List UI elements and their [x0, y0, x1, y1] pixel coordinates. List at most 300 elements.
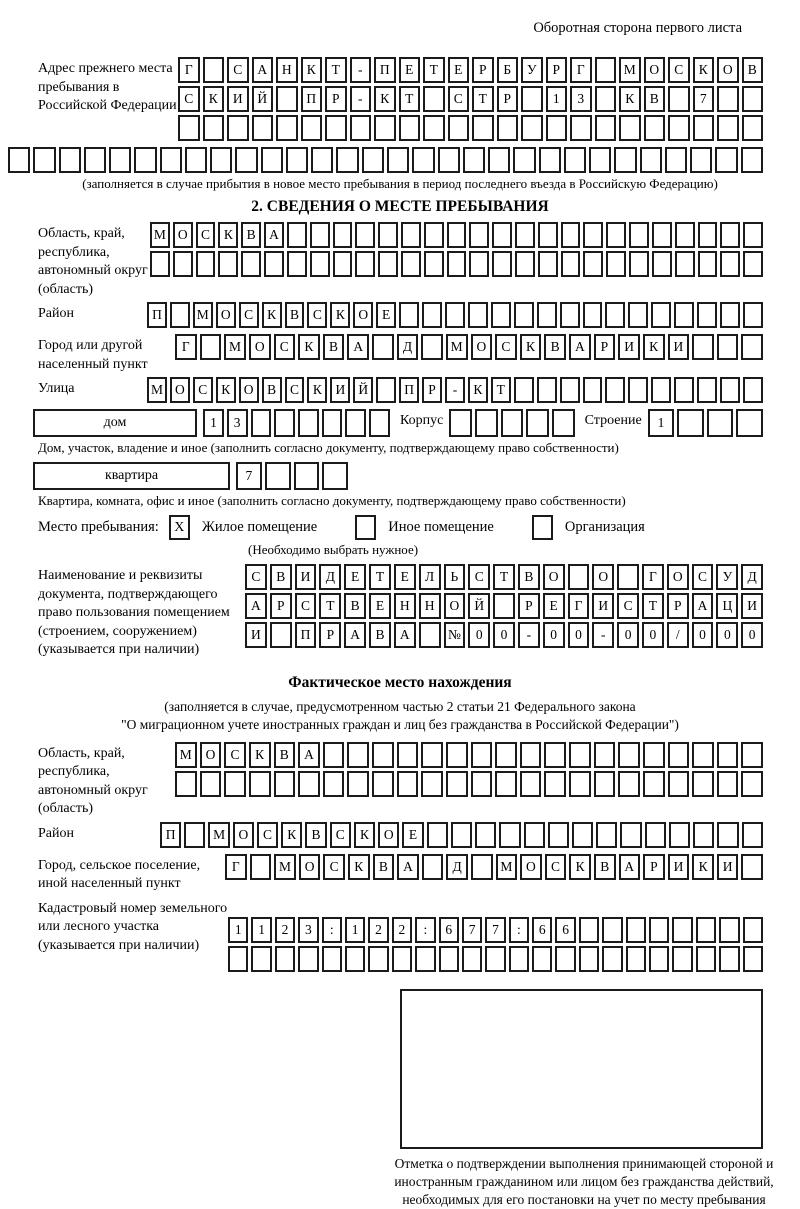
- char-box[interactable]: 3: [298, 917, 318, 943]
- char-box[interactable]: [228, 946, 248, 972]
- char-box[interactable]: 7: [236, 462, 262, 490]
- char-box[interactable]: [200, 334, 222, 360]
- char-box[interactable]: А: [264, 222, 284, 248]
- char-box[interactable]: Е: [399, 57, 421, 83]
- char-box[interactable]: [532, 946, 552, 972]
- char-box[interactable]: [696, 917, 716, 943]
- char-box[interactable]: С: [285, 377, 305, 403]
- char-box[interactable]: П: [301, 86, 323, 112]
- char-box[interactable]: О: [299, 854, 321, 880]
- char-box[interactable]: 7: [485, 917, 505, 943]
- char-box[interactable]: [401, 222, 421, 248]
- char-box[interactable]: [628, 302, 648, 328]
- char-box[interactable]: [492, 222, 512, 248]
- char-box[interactable]: П: [160, 822, 181, 848]
- char-box[interactable]: [415, 946, 435, 972]
- char-box[interactable]: А: [347, 334, 369, 360]
- char-box[interactable]: М: [208, 822, 229, 848]
- char-box[interactable]: С: [307, 302, 327, 328]
- char-box[interactable]: [448, 115, 470, 141]
- char-box[interactable]: [645, 822, 666, 848]
- char-box[interactable]: [743, 917, 763, 943]
- char-box[interactable]: [717, 822, 738, 848]
- char-box[interactable]: [471, 742, 493, 768]
- char-box[interactable]: [717, 771, 739, 797]
- char-box[interactable]: О: [644, 57, 666, 83]
- char-box[interactable]: К: [692, 854, 714, 880]
- char-box[interactable]: [33, 147, 55, 173]
- char-box[interactable]: [323, 771, 345, 797]
- char-box[interactable]: К: [348, 854, 370, 880]
- char-box[interactable]: О: [378, 822, 399, 848]
- char-box[interactable]: [424, 222, 444, 248]
- char-box[interactable]: [696, 946, 716, 972]
- char-box[interactable]: [173, 251, 193, 277]
- char-box[interactable]: В: [270, 564, 292, 590]
- char-box[interactable]: А: [298, 742, 320, 768]
- char-box[interactable]: В: [544, 334, 566, 360]
- checkbox-inoe-pomeshchenie[interactable]: [355, 515, 376, 540]
- char-box[interactable]: [526, 409, 549, 437]
- char-box[interactable]: П: [147, 302, 167, 328]
- char-box[interactable]: [347, 742, 369, 768]
- char-box[interactable]: А: [569, 334, 591, 360]
- char-box[interactable]: [446, 742, 468, 768]
- char-box[interactable]: [669, 822, 690, 848]
- char-box[interactable]: [692, 334, 714, 360]
- char-box[interactable]: С: [468, 564, 490, 590]
- char-box[interactable]: [493, 593, 515, 619]
- char-box[interactable]: О: [543, 564, 565, 590]
- char-box[interactable]: [372, 334, 394, 360]
- char-box[interactable]: [583, 302, 603, 328]
- char-box[interactable]: Т: [369, 564, 391, 590]
- char-box[interactable]: [736, 409, 763, 437]
- char-box[interactable]: [720, 302, 740, 328]
- char-box[interactable]: [697, 377, 717, 403]
- char-box[interactable]: [521, 86, 543, 112]
- char-box[interactable]: [235, 147, 257, 173]
- char-box[interactable]: [672, 946, 692, 972]
- char-box[interactable]: К: [354, 822, 375, 848]
- char-box[interactable]: [629, 251, 649, 277]
- char-box[interactable]: В: [305, 822, 326, 848]
- char-box[interactable]: 1: [345, 917, 365, 943]
- char-box[interactable]: [652, 251, 672, 277]
- char-box[interactable]: [643, 742, 665, 768]
- char-box[interactable]: С: [227, 57, 249, 83]
- char-box[interactable]: [560, 377, 580, 403]
- char-box[interactable]: В: [594, 854, 616, 880]
- char-box[interactable]: [692, 742, 714, 768]
- char-box[interactable]: [369, 409, 390, 437]
- char-box[interactable]: [378, 251, 398, 277]
- char-box[interactable]: [672, 917, 692, 943]
- char-box[interactable]: [347, 771, 369, 797]
- char-box[interactable]: [345, 946, 365, 972]
- char-box[interactable]: И: [717, 854, 739, 880]
- char-box[interactable]: [675, 251, 695, 277]
- char-box[interactable]: [579, 917, 599, 943]
- char-box[interactable]: Ц: [716, 593, 738, 619]
- char-box[interactable]: 6: [439, 917, 459, 943]
- char-box[interactable]: 0: [617, 622, 639, 648]
- char-box[interactable]: [717, 742, 739, 768]
- char-box[interactable]: Р: [497, 86, 519, 112]
- char-box[interactable]: [421, 742, 443, 768]
- char-box[interactable]: В: [262, 377, 282, 403]
- char-box[interactable]: [495, 771, 517, 797]
- char-box[interactable]: [447, 222, 467, 248]
- char-box[interactable]: В: [285, 302, 305, 328]
- char-box[interactable]: [323, 742, 345, 768]
- char-box[interactable]: [618, 742, 640, 768]
- char-box[interactable]: [743, 946, 763, 972]
- char-box[interactable]: [492, 251, 512, 277]
- char-box[interactable]: [583, 251, 603, 277]
- char-box[interactable]: [719, 946, 739, 972]
- char-box[interactable]: [376, 377, 396, 403]
- char-box[interactable]: [392, 946, 412, 972]
- char-box[interactable]: [548, 822, 569, 848]
- char-box[interactable]: [665, 147, 687, 173]
- char-box[interactable]: [651, 302, 671, 328]
- char-box[interactable]: [515, 251, 535, 277]
- char-box[interactable]: В: [274, 742, 296, 768]
- char-box[interactable]: [84, 147, 106, 173]
- char-box[interactable]: [446, 771, 468, 797]
- char-box[interactable]: [742, 822, 763, 848]
- char-box[interactable]: :: [415, 917, 435, 943]
- char-box[interactable]: С: [257, 822, 278, 848]
- char-box[interactable]: [595, 86, 617, 112]
- char-box[interactable]: [251, 946, 271, 972]
- char-box[interactable]: [196, 251, 216, 277]
- char-box[interactable]: У: [716, 564, 738, 590]
- char-box[interactable]: [350, 115, 372, 141]
- char-box[interactable]: [203, 115, 225, 141]
- char-box[interactable]: [651, 377, 671, 403]
- char-box[interactable]: К: [203, 86, 225, 112]
- char-box[interactable]: И: [741, 593, 763, 619]
- char-box[interactable]: Н: [276, 57, 298, 83]
- char-box[interactable]: [569, 742, 591, 768]
- char-box[interactable]: Ь: [444, 564, 466, 590]
- char-box[interactable]: С: [545, 854, 567, 880]
- char-box[interactable]: Р: [643, 854, 665, 880]
- char-box[interactable]: У: [521, 57, 543, 83]
- char-box[interactable]: [513, 147, 535, 173]
- char-box[interactable]: [497, 115, 519, 141]
- char-box[interactable]: [583, 222, 603, 248]
- char-box[interactable]: С: [239, 302, 259, 328]
- char-box[interactable]: [677, 409, 704, 437]
- char-box[interactable]: [644, 115, 666, 141]
- char-box[interactable]: С: [323, 854, 345, 880]
- char-box[interactable]: [322, 409, 343, 437]
- char-box[interactable]: [345, 409, 366, 437]
- char-box[interactable]: М: [619, 57, 641, 83]
- char-box[interactable]: К: [249, 742, 271, 768]
- char-box[interactable]: 0: [716, 622, 738, 648]
- char-box[interactable]: Г: [570, 57, 592, 83]
- char-box[interactable]: О: [170, 377, 190, 403]
- char-box[interactable]: [606, 251, 626, 277]
- char-box[interactable]: [276, 86, 298, 112]
- char-box[interactable]: [423, 86, 445, 112]
- char-box[interactable]: [355, 222, 375, 248]
- char-box[interactable]: Й: [468, 593, 490, 619]
- char-box[interactable]: 1: [251, 917, 271, 943]
- char-box[interactable]: 1: [228, 917, 248, 943]
- char-box[interactable]: Д: [741, 564, 763, 590]
- char-box[interactable]: С: [196, 222, 216, 248]
- char-box[interactable]: [445, 302, 465, 328]
- char-box[interactable]: [372, 742, 394, 768]
- char-box[interactable]: О: [216, 302, 236, 328]
- char-box[interactable]: И: [330, 377, 350, 403]
- char-box[interactable]: [668, 742, 690, 768]
- char-box[interactable]: П: [374, 57, 396, 83]
- char-box[interactable]: [310, 251, 330, 277]
- char-box[interactable]: Г: [178, 57, 200, 83]
- char-box[interactable]: [626, 917, 646, 943]
- char-box[interactable]: 0: [468, 622, 490, 648]
- char-box[interactable]: Е: [369, 593, 391, 619]
- char-box[interactable]: А: [344, 622, 366, 648]
- char-box[interactable]: [170, 302, 190, 328]
- char-box[interactable]: К: [262, 302, 282, 328]
- char-box[interactable]: В: [742, 57, 764, 83]
- char-box[interactable]: [618, 771, 640, 797]
- char-box[interactable]: А: [692, 593, 714, 619]
- char-box[interactable]: [372, 771, 394, 797]
- char-box[interactable]: [362, 147, 384, 173]
- char-box[interactable]: [606, 222, 626, 248]
- char-box[interactable]: К: [281, 822, 302, 848]
- char-box[interactable]: И: [668, 334, 690, 360]
- char-box[interactable]: В: [241, 222, 261, 248]
- char-box[interactable]: [698, 251, 718, 277]
- char-box[interactable]: [298, 409, 319, 437]
- char-box[interactable]: [424, 251, 444, 277]
- char-box[interactable]: [264, 251, 284, 277]
- char-box[interactable]: [488, 147, 510, 173]
- char-box[interactable]: [643, 771, 665, 797]
- char-box[interactable]: [378, 222, 398, 248]
- char-box[interactable]: [421, 334, 443, 360]
- char-box[interactable]: 1: [203, 409, 224, 437]
- char-box[interactable]: М: [224, 334, 246, 360]
- char-box[interactable]: О: [239, 377, 259, 403]
- char-box[interactable]: А: [245, 593, 267, 619]
- char-box[interactable]: [387, 147, 409, 173]
- char-box[interactable]: [605, 302, 625, 328]
- char-box[interactable]: [491, 302, 511, 328]
- char-box[interactable]: [185, 147, 207, 173]
- char-box[interactable]: Г: [175, 334, 197, 360]
- char-box[interactable]: [743, 302, 763, 328]
- char-box[interactable]: А: [619, 854, 641, 880]
- char-box[interactable]: [449, 409, 472, 437]
- char-box[interactable]: [422, 854, 444, 880]
- char-box[interactable]: [602, 946, 622, 972]
- char-box[interactable]: Р: [472, 57, 494, 83]
- char-box[interactable]: [697, 302, 717, 328]
- char-box[interactable]: -: [592, 622, 614, 648]
- char-box[interactable]: [564, 147, 586, 173]
- char-box[interactable]: П: [295, 622, 317, 648]
- char-box[interactable]: [649, 946, 669, 972]
- char-box[interactable]: Н: [419, 593, 441, 619]
- char-box[interactable]: С: [495, 334, 517, 360]
- char-box[interactable]: [568, 564, 590, 590]
- char-box[interactable]: Р: [518, 593, 540, 619]
- char-box[interactable]: И: [592, 593, 614, 619]
- char-box[interactable]: О: [471, 334, 493, 360]
- char-box[interactable]: [717, 86, 739, 112]
- char-box[interactable]: [325, 115, 347, 141]
- char-box[interactable]: [333, 251, 353, 277]
- char-box[interactable]: П: [399, 377, 419, 403]
- char-box[interactable]: [619, 115, 641, 141]
- char-box[interactable]: [742, 115, 764, 141]
- char-box[interactable]: Р: [422, 377, 442, 403]
- char-box[interactable]: 3: [227, 409, 248, 437]
- char-box[interactable]: [251, 409, 272, 437]
- char-box[interactable]: [537, 302, 557, 328]
- char-box[interactable]: [715, 147, 737, 173]
- char-box[interactable]: [397, 771, 419, 797]
- char-box[interactable]: [475, 822, 496, 848]
- char-box[interactable]: Г: [568, 593, 590, 619]
- char-box[interactable]: [469, 251, 489, 277]
- char-box[interactable]: [368, 946, 388, 972]
- char-box[interactable]: [160, 147, 182, 173]
- char-box[interactable]: О: [233, 822, 254, 848]
- char-box[interactable]: К: [374, 86, 396, 112]
- char-box[interactable]: К: [216, 377, 236, 403]
- char-box[interactable]: [719, 917, 739, 943]
- char-box[interactable]: К: [619, 86, 641, 112]
- char-box[interactable]: И: [245, 622, 267, 648]
- char-box[interactable]: [250, 854, 272, 880]
- char-box[interactable]: [463, 147, 485, 173]
- char-box[interactable]: [427, 822, 448, 848]
- char-box[interactable]: С: [330, 822, 351, 848]
- char-box[interactable]: [569, 771, 591, 797]
- char-box[interactable]: В: [373, 854, 395, 880]
- char-box[interactable]: [509, 946, 529, 972]
- char-box[interactable]: М: [147, 377, 167, 403]
- char-box[interactable]: Г: [642, 564, 664, 590]
- char-box[interactable]: [265, 462, 291, 490]
- char-box[interactable]: [422, 302, 442, 328]
- char-box[interactable]: [276, 115, 298, 141]
- char-box[interactable]: Г: [225, 854, 247, 880]
- char-box[interactable]: [322, 462, 348, 490]
- char-box[interactable]: 2: [368, 917, 388, 943]
- char-box[interactable]: 7: [693, 86, 715, 112]
- char-box[interactable]: [692, 771, 714, 797]
- char-box[interactable]: Е: [448, 57, 470, 83]
- char-box[interactable]: К: [301, 57, 323, 83]
- char-box[interactable]: 6: [555, 917, 575, 943]
- char-box[interactable]: [471, 771, 493, 797]
- char-box[interactable]: Т: [472, 86, 494, 112]
- char-box[interactable]: К: [330, 302, 350, 328]
- char-box[interactable]: О: [173, 222, 193, 248]
- char-box[interactable]: Л: [419, 564, 441, 590]
- char-box[interactable]: [693, 115, 715, 141]
- char-box[interactable]: [485, 946, 505, 972]
- char-box[interactable]: О: [717, 57, 739, 83]
- char-box[interactable]: [629, 222, 649, 248]
- char-box[interactable]: [134, 147, 156, 173]
- char-box[interactable]: М: [496, 854, 518, 880]
- char-box[interactable]: [649, 917, 669, 943]
- char-box[interactable]: В: [344, 593, 366, 619]
- char-box[interactable]: [579, 946, 599, 972]
- char-box[interactable]: М: [446, 334, 468, 360]
- char-box[interactable]: [538, 251, 558, 277]
- char-box[interactable]: 2: [275, 917, 295, 943]
- char-box[interactable]: Р: [594, 334, 616, 360]
- char-box[interactable]: [8, 147, 30, 173]
- char-box[interactable]: [275, 946, 295, 972]
- char-box[interactable]: А: [394, 622, 416, 648]
- char-box[interactable]: М: [193, 302, 213, 328]
- char-box[interactable]: -: [350, 57, 372, 83]
- char-box[interactable]: [544, 742, 566, 768]
- char-box[interactable]: 0: [568, 622, 590, 648]
- char-box[interactable]: К: [520, 334, 542, 360]
- char-box[interactable]: 1: [546, 86, 568, 112]
- char-box[interactable]: [742, 86, 764, 112]
- char-box[interactable]: Р: [667, 593, 689, 619]
- char-box[interactable]: [227, 115, 249, 141]
- char-box[interactable]: [462, 946, 482, 972]
- char-box[interactable]: [741, 334, 763, 360]
- char-box[interactable]: О: [520, 854, 542, 880]
- char-box[interactable]: 0: [493, 622, 515, 648]
- char-box[interactable]: [438, 147, 460, 173]
- char-box[interactable]: Р: [546, 57, 568, 83]
- char-box[interactable]: [218, 251, 238, 277]
- char-box[interactable]: С: [178, 86, 200, 112]
- char-box[interactable]: [298, 771, 320, 797]
- char-box[interactable]: К: [298, 334, 320, 360]
- char-box[interactable]: [640, 147, 662, 173]
- char-box[interactable]: С: [274, 334, 296, 360]
- char-box[interactable]: [743, 251, 763, 277]
- char-box[interactable]: [720, 222, 740, 248]
- char-box[interactable]: [521, 115, 543, 141]
- char-box[interactable]: С: [193, 377, 213, 403]
- char-box[interactable]: [59, 147, 81, 173]
- char-box[interactable]: К: [307, 377, 327, 403]
- char-box[interactable]: [287, 222, 307, 248]
- char-box[interactable]: [544, 771, 566, 797]
- char-box[interactable]: О: [353, 302, 373, 328]
- char-box[interactable]: М: [274, 854, 296, 880]
- char-box[interactable]: [720, 377, 740, 403]
- char-box[interactable]: [717, 334, 739, 360]
- char-box[interactable]: [451, 822, 472, 848]
- char-box[interactable]: О: [444, 593, 466, 619]
- char-box[interactable]: [741, 742, 763, 768]
- char-box[interactable]: [419, 622, 441, 648]
